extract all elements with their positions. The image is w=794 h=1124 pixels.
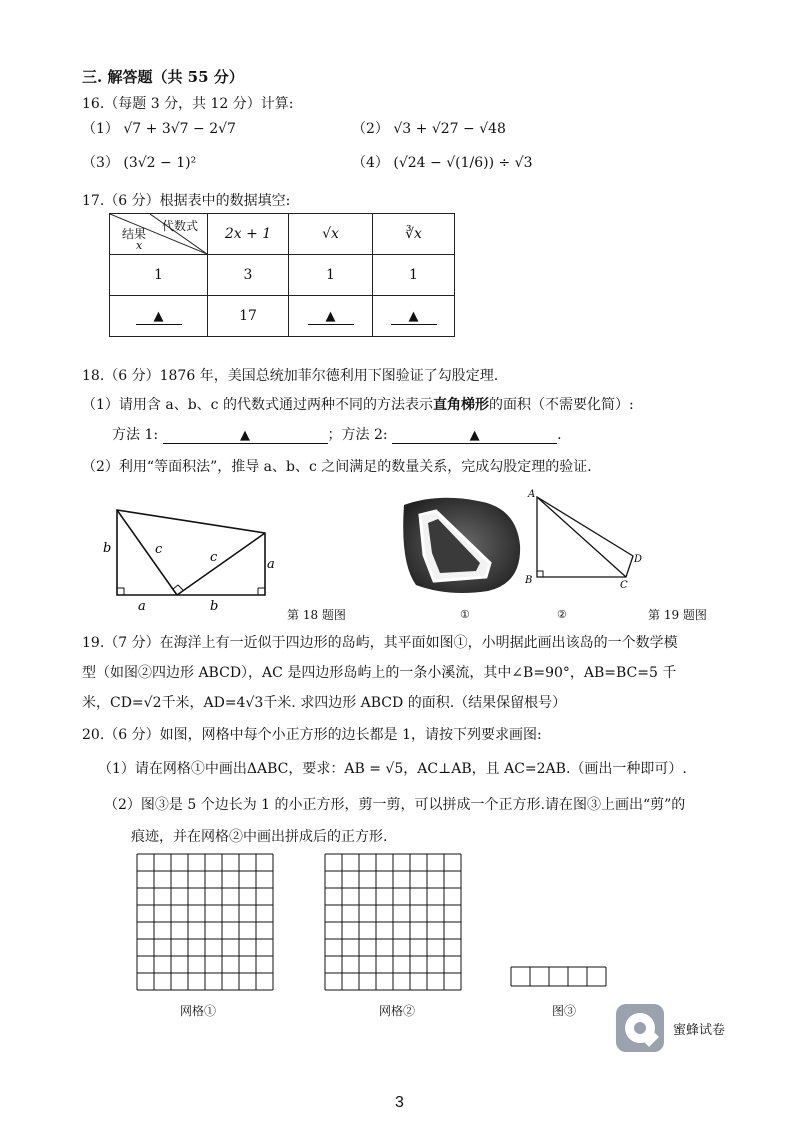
fig18-caption: 第 18 题图: [287, 608, 346, 622]
q18-part1-pre: （1）请用含 a、b、c 的代数式通过两种不同的方法表示: [82, 397, 433, 413]
fig3-label: 图③: [552, 1004, 577, 1018]
q16-part2-expr: √3 + √27 − √48: [393, 121, 506, 137]
answer-blank[interactable]: ▲: [391, 309, 437, 325]
q18-stem: 18.（6 分）1876 年，美国总统加菲尔德利用下图验证了勾股定理.: [82, 368, 499, 384]
q16-part3-expr: (3√2 − 1)²: [123, 155, 197, 171]
grid-1[interactable]: [136, 853, 278, 991]
q17-cell: 17: [208, 296, 289, 337]
label-b: b: [103, 541, 112, 556]
segment-c-left: [117, 510, 177, 595]
segment-c-right: [177, 533, 265, 595]
q16-part4: [352, 152, 533, 172]
q18-part1: [82, 394, 634, 414]
diagonal-ac: [537, 497, 626, 577]
fig18-trapezoid: [95, 500, 285, 615]
q16-part1-label: （1）: [82, 121, 119, 137]
corner-label-x: x: [136, 239, 143, 252]
right-angle-mark: [173, 585, 183, 590]
q16-part3-label: （3）: [82, 155, 119, 171]
section-title: 三. 解答题（共 55 分）: [82, 68, 244, 86]
trapezoid-outline: [117, 510, 265, 595]
grid2-label: 网格②: [379, 1004, 416, 1018]
page-number: 3: [395, 1094, 404, 1111]
q16-part4-expr: (√24 − √(1/6)) ÷ √3: [393, 155, 533, 171]
grid1-label: 网格①: [180, 1004, 217, 1018]
fig19-caption: 第 19 题图: [648, 608, 707, 622]
q19-line1: 19.（7 分）在海洋上有一近似于四边形的岛屿，其平面如图①，小明据此画出该岛的一个数学模: [82, 635, 678, 651]
q17-blank-cell: [373, 296, 455, 337]
q17-blank-cell: [110, 296, 208, 337]
method1-blank[interactable]: ▲: [163, 428, 328, 444]
q18-part1-post: 的面积（不需要化简）:: [488, 397, 634, 413]
q17-header-1: 2x + 1: [208, 214, 289, 255]
method1-label: 方法 1:: [112, 427, 159, 443]
watermark-text: 蜜蜂试卷: [673, 1022, 726, 1037]
label-a: a: [138, 599, 146, 614]
right-angle-mark: [117, 588, 124, 595]
logo-hole: [634, 1022, 646, 1034]
fig19-label-1: ①: [460, 608, 470, 621]
q17-cell: 3: [208, 255, 289, 296]
right-angle-mark: [537, 571, 543, 577]
method2-blank[interactable]: ▲: [392, 428, 557, 444]
q17-table: [109, 213, 455, 337]
q17-cell: 1: [373, 255, 455, 296]
point-d: D: [634, 554, 643, 565]
q16-part4-label: （4）: [352, 155, 389, 171]
q16-part2: [352, 118, 506, 138]
method-separator: ；方法 2:: [327, 427, 388, 443]
label-c: c: [210, 550, 218, 565]
point-b: B: [525, 575, 533, 586]
q17-cell: 1: [289, 255, 373, 296]
q20-part1: （1）请在网格①中画出ΔABC，要求：AB = √5，AC⊥AB，且 AC=2AB.（画出一种即可）.: [98, 761, 687, 777]
q16-part1-expr: √7 + 3√7 − 2√7: [123, 121, 236, 137]
point-a: A: [528, 489, 536, 500]
fig19-label-2: ②: [557, 608, 567, 621]
bee-logo-icon: [616, 1004, 664, 1052]
point-c: C: [620, 580, 628, 590]
quad-outline: [537, 497, 633, 577]
method-end: .: [557, 427, 562, 443]
answer-blank[interactable]: ▲: [136, 309, 182, 325]
label-a: a: [267, 557, 275, 572]
q17-cell: 1: [110, 255, 208, 296]
q16-part1: [82, 118, 236, 138]
q18-methods: [112, 424, 562, 444]
q18-part1-bold: 直角梯形: [432, 397, 489, 413]
corner-label-top: 代数式: [162, 219, 199, 233]
q17-header-3: ∛x: [373, 214, 455, 255]
q20-stem: 20.（6 分）如图，网格中每个小正方形的边长都是 1，请按下列要求画图:: [82, 727, 542, 743]
q16-part3: [82, 152, 196, 172]
q18-part2: （2）利用“等面积法”，推导 a、b、c 之间满足的数量关系，完成勾股定理的验证.: [82, 459, 592, 475]
island-photo: [398, 493, 523, 595]
q17-corner-cell: [110, 214, 208, 255]
fig3-five-squares[interactable]: [510, 966, 610, 990]
answer-blank[interactable]: ▲: [308, 309, 354, 325]
q17-stem: 17.（6 分）根据表中的数据填空:: [82, 193, 291, 209]
q16-part2-label: （2）: [352, 121, 389, 137]
q20-part2-line1: （2）图③是 5 个边长为 1 的小正方形，剪一剪，可以拼成一个正方形.请在图③上画出“剪”的: [104, 797, 686, 813]
q19-line3: 米，CD=√2千米，AD=4√3千米. 求四边形 ABCD 的面积.（结果保留根号）: [82, 695, 567, 711]
grid-2[interactable]: [324, 853, 466, 991]
fig19-quadrilateral: [520, 485, 650, 590]
corner-label-mid: 结果: [122, 227, 147, 241]
q17-blank-cell: [289, 296, 373, 337]
q16-stem: 16.（每题 3 分，共 12 分）计算:: [82, 96, 294, 112]
logo-ring-inner: [625, 1013, 655, 1043]
q20-part2-line2: 痕迹，并在网格②中画出拼成后的正方形.: [131, 829, 388, 845]
q17-header-2: √x: [289, 214, 373, 255]
label-c: c: [155, 542, 163, 557]
label-b: b: [210, 599, 219, 614]
q19-line2: 型（如图②四边形 ABCD），AC 是四边形岛屿上的一条小溪流，其中∠B=90°，AB=BC=5 千: [82, 665, 677, 681]
